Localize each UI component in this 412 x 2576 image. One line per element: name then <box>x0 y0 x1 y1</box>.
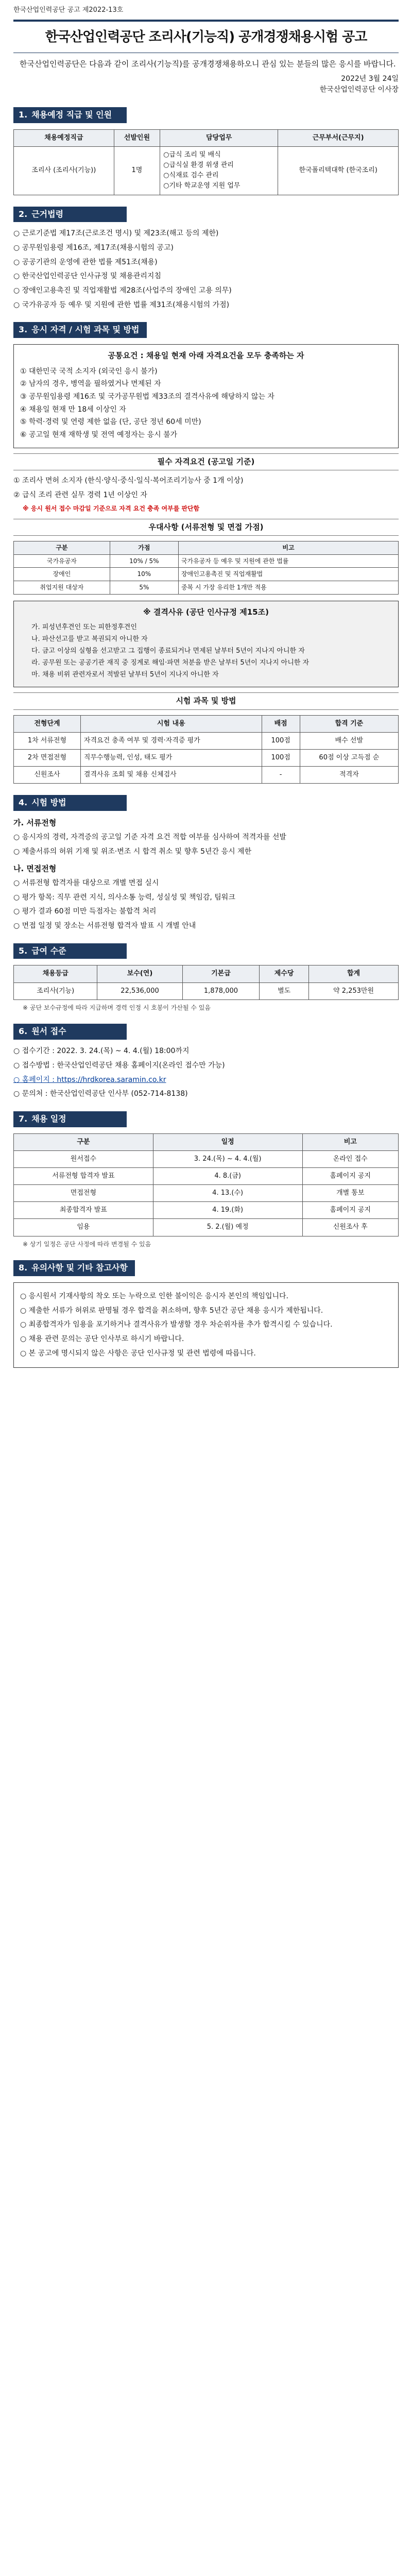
positions-table <box>13 129 399 195</box>
list-item: ○ 평가 결과 60점 미만 득점자는 불합격 처리 <box>13 907 157 916</box>
list-item: 가. 피성년후견인 또는 피한정후견인 <box>31 623 137 631</box>
section-heading: 5. 급여 수준 <box>13 943 127 959</box>
col-header: 기본급 <box>182 965 260 982</box>
exam-table <box>13 715 399 784</box>
list-item: ○ 한국산업인력공단 인사규정 및 채용관리지침 <box>13 272 161 281</box>
table-cell: 취업지원 대상자 <box>14 581 110 594</box>
table-cell: 60점 이상 고득점 순 <box>300 749 398 766</box>
list-item: ○ 제출한 서류가 허위로 판명될 경우 합격을 취소하며, 향후 5년간 공단 채용 응시가 제한됩니다. <box>20 1306 323 1315</box>
section-qualifications <box>13 322 399 338</box>
table-cell: 온라인 접수 <box>302 1150 398 1167</box>
subsection-title: 가. 서류전형 <box>13 818 57 828</box>
table-cell: 장애인 <box>14 568 110 581</box>
section-heading: 2. 근거법령 <box>13 207 127 223</box>
section-heading: 7. 채용 일정 <box>13 1111 127 1127</box>
list-item: ① 조리사 면허 소지자 (한식·양식·중식·일식·복어조리기능사 중 1개 이상) <box>13 476 244 485</box>
table-cell: 신원조사 <box>14 767 81 784</box>
list-item: ○ 제출서류의 허위 기재 및 위조·변조 시 합격 취소 및 향후 5년간 응시 제한 <box>13 848 252 856</box>
table-cell: 10% / 5% <box>110 554 178 568</box>
page-title: 한국산업인력공단 조리사(기능직) 공개경쟁채용시험 공고 <box>45 29 367 45</box>
table-cell: 국가유공자 <box>14 554 110 568</box>
list-item: ○ 국가유공자 등 예우 및 지원에 관한 법률 제31조(채용시험의 가점) <box>13 300 230 309</box>
list-item: ○ 접수기간 : 2022. 3. 24.(목) ~ 4. 4.(월) 18:00까지 <box>13 1047 190 1056</box>
list-item: ○ 응시원서 기재사항의 착오 또는 누락으로 인한 불이익은 응시자 본인의 책임입니다. <box>20 1292 288 1300</box>
list-item: ○ 접수방법 : 한국산업인력공단 채용 홈페이지(온라인 접수만 가능) <box>13 1061 225 1070</box>
list-item: ○ 근로기준법 제17조(근로조건 명시) 및 제23조(해고 등의 제한) <box>13 229 219 238</box>
col-header: 비고 <box>302 1133 398 1150</box>
list-item: ④ 채용일 현재 만 18세 이상인 자 <box>20 405 126 414</box>
col-header: 구분 <box>14 541 110 555</box>
table-cell: 서류전형 합격자 발표 <box>14 1167 153 1184</box>
list-item: ○ 최종합격자가 임용을 포기하거나 결격사유가 발생할 경우 차순위자를 추가 합격시킬 수 있습니다. <box>20 1320 333 1329</box>
list-item: ② 급식 조리 관련 실무 경력 1년 이상인 자 <box>13 490 147 499</box>
page-bottom-spacer <box>13 1372 399 1393</box>
list-item: ○ 평가 항목: 직무 관련 지식, 의사소통 능력, 성실성 및 책임감, 팀워크 <box>13 893 235 902</box>
section-heading: 1. 채용예정 직급 및 인원 <box>13 107 127 123</box>
table-cell: 원서접수 <box>14 1150 153 1167</box>
subsection-title: 나. 면접전형 <box>13 863 57 873</box>
schedule-table <box>13 1133 399 1236</box>
col-header: 담당업무 <box>160 129 278 146</box>
table-cell: 장애인고용촉진 및 직업재활법 <box>178 568 398 581</box>
table-cell: 배수 선발 <box>300 732 398 749</box>
col-header: 합계 <box>309 965 399 982</box>
table-cell: 결격사유 조회 및 채용 신체검사 <box>80 767 262 784</box>
cell-dept: 한국폴리텍대학 (한국조리) <box>278 147 399 195</box>
section-application <box>13 1024 399 1040</box>
table-cell: 10% <box>110 568 178 581</box>
issuer-org: 한국산업인력공단 이사장 <box>319 86 399 94</box>
notice-date: 2022년 3월 24일 <box>341 74 399 83</box>
table-cell: 중복 시 가장 유리한 1개만 적용 <box>178 581 398 594</box>
col-header: 전형단계 <box>14 715 81 732</box>
requirement-note: ※ 응시 원서 접수 마감일 기준으로 자격 요건 충족 여부를 판단함 <box>23 505 200 513</box>
table-cell: 별도 <box>260 982 309 999</box>
exam-heading: 시험 과목 및 방법 <box>13 692 399 709</box>
law-list <box>13 228 399 311</box>
mandatory-heading: 필수 자격요건 (공고일 기준) <box>13 453 399 470</box>
section-law <box>13 207 399 223</box>
table-cell: 4. 19.(화) <box>153 1202 302 1219</box>
table-cell: 신원조사 후 <box>302 1219 398 1236</box>
list-item: ○ 채용 관련 문의는 공단 인사부로 하시기 바랍니다. <box>20 1335 184 1343</box>
col-header: 배점 <box>262 715 300 732</box>
list-item: ② 남자의 경우, 병역을 필하였거나 면제된 자 <box>20 380 161 388</box>
section-heading: 4. 시험 방법 <box>13 795 127 811</box>
table-cell: 3. 24.(목) ~ 4. 4.(월) <box>153 1150 302 1167</box>
col-header: 채용예정직급 <box>14 129 114 146</box>
prefer-table <box>13 541 399 594</box>
list-item: 라. 공무원 또는 공공기관 재직 중 징계로 해임·파면 처분을 받은 날부터 5년이 지나지 아니한 자 <box>31 659 310 667</box>
cell-count: 1명 <box>114 147 160 195</box>
table-cell: 100점 <box>262 749 300 766</box>
table-cell: 홈페이지 공지 <box>302 1202 398 1219</box>
col-header: 채용등급 <box>14 965 97 982</box>
salary-table <box>13 965 399 999</box>
table-cell: 약 2,253만원 <box>309 982 399 999</box>
section-salary <box>13 943 399 959</box>
table-cell: 5. 2.(월) 예정 <box>153 1219 302 1236</box>
title-box <box>13 20 399 53</box>
table-cell: 적격자 <box>300 767 398 784</box>
box-title: ※ 결격사유 (공단 인사규정 제15조) <box>143 607 269 617</box>
list-item: ○ 서류전형 합격자를 대상으로 개별 면접 실시 <box>13 878 159 887</box>
table-cell: 100점 <box>262 732 300 749</box>
list-item: ○ 본 공고에 명시되지 않은 사항은 공단 인사규정 및 관련 법령에 따릅니다. <box>20 1349 256 1358</box>
intro-text: 한국산업인력공단은 다음과 같이 조리사(기능직)를 공개경쟁채용하오니 관심 있는 분들의 많은 응시를 바랍니다. <box>20 59 396 69</box>
col-header: 구분 <box>14 1133 153 1150</box>
section-heading: 3. 응시 자격 / 시험 과목 및 방법 <box>13 322 147 338</box>
table-cell: 4. 8.(금) <box>153 1167 302 1184</box>
list-item: ① 대한민국 국적 소지자 (외국인 응시 불가) <box>20 367 158 376</box>
table-cell: 홈페이지 공지 <box>302 1167 398 1184</box>
col-header: 합격 기준 <box>300 715 398 732</box>
disqualification-box <box>13 601 399 688</box>
box-title: 공통요건 : 채용일 현재 아래 자격요건을 모두 충족하는 자 <box>108 351 304 361</box>
col-header: 근무부서(근무지) <box>278 129 399 146</box>
section-heading: 8. 유의사항 및 기타 참고사항 <box>13 1260 135 1276</box>
section-schedule <box>13 1111 399 1127</box>
homepage-link[interactable]: ○ 홈페이지 : https://hrdkorea.saramin.co.kr <box>13 1075 166 1084</box>
section-exam-method <box>13 795 399 811</box>
table-cell: 최종합격자 발표 <box>14 1202 153 1219</box>
list-item: ⑤ 학력·경력 및 연령 제한 없음 (단, 공단 정년 60세 미만) <box>20 418 201 427</box>
cell-grade: 조리사 (조리사(기능)) <box>14 147 114 195</box>
table-cell: 1차 서류전형 <box>14 732 81 749</box>
table-cell: 임용 <box>14 1219 153 1236</box>
col-header: 가점 <box>110 541 178 555</box>
table-cell: 직무수행능력, 인성, 태도 평가 <box>80 749 262 766</box>
common-requirements-box <box>13 344 399 448</box>
list-item: 마. 채용 비위 관련자로서 적발된 날부터 5년이 지나지 아니한 자 <box>31 671 219 679</box>
section-notes <box>13 1260 399 1276</box>
schedule-note: ※ 상기 일정은 공단 사정에 따라 변경될 수 있음 <box>23 1240 151 1248</box>
table-cell: 2차 면접전형 <box>14 749 81 766</box>
notes-box <box>13 1282 399 1368</box>
table-cell: 면접전형 <box>14 1185 153 1202</box>
col-header: 보수(연) <box>97 965 182 982</box>
list-item: ○ 공무원임용령 제16조, 제17조(채용시험의 공고) <box>13 244 174 252</box>
col-header: 시험 내용 <box>80 715 262 732</box>
table-cell: 5% <box>110 581 178 594</box>
section-heading: 6. 원서 접수 <box>13 1024 127 1040</box>
list-item: ③ 공무원임용령 제16조 및 국가공무원법 제33조의 결격사유에 해당하지 않는 자 <box>20 392 274 401</box>
table-cell: 1,878,000 <box>182 982 260 999</box>
table-cell: 22,536,000 <box>97 982 182 999</box>
table-cell: 개별 통보 <box>302 1185 398 1202</box>
salary-note: ※ 공단 보수규정에 따라 지급하며 경력 인정 시 호봉이 가산될 수 있음 <box>23 1004 211 1011</box>
col-header: 비고 <box>178 541 398 555</box>
table-cell: 자격요건 충족 여부 및 경력·자격증 평가 <box>80 732 262 749</box>
col-header: 선발인원 <box>114 129 160 146</box>
table-cell: 국가유공자 등 예우 및 지원에 관한 법률 <box>178 554 398 568</box>
list-item: ○ 공공기관의 운영에 관한 법률 제51조(채용) <box>13 258 158 266</box>
col-header: 일정 <box>153 1133 302 1150</box>
list-item: ○ 장애인고용촉진 및 직업재활법 제28조(사업주의 장애인 고용 의무) <box>13 286 232 295</box>
list-item: ⑥ 공고일 현재 재학생 및 전역 예정자는 응시 불가 <box>20 430 178 439</box>
list-item: 나. 파산선고를 받고 복권되지 아니한 자 <box>31 635 148 643</box>
section-positions <box>13 107 399 123</box>
notice-number: 한국산업인력공단 공고 제2022-13호 <box>13 6 124 14</box>
table-cell: 조리사(기능) <box>14 982 97 999</box>
col-header: 제수당 <box>260 965 309 982</box>
list-item: 다. 금고 이상의 실형을 선고받고 그 집행이 종료되거나 면제된 날부터 5년이 지나지 아니한 자 <box>31 647 305 655</box>
table-cell: 4. 13.(수) <box>153 1185 302 1202</box>
list-item: ○ 응시자의 경력, 자격증의 공고일 기준 자격 요건 적합 여부를 심사하여 적격자를 선발 <box>13 833 286 842</box>
prefer-heading: 우대사항 (서류전형 및 면접 가점) <box>13 519 399 536</box>
cell-duties: ○급식 조리 및 배식 ○급식실 환경 위생 관리 ○식재료 검수 관리 ○기타 학교운영 지원 업무 <box>160 147 278 195</box>
list-item: ○ 면접 일정 및 장소는 서류전형 합격자 발표 시 개별 안내 <box>13 922 196 930</box>
table-cell: - <box>262 767 300 784</box>
list-item: ○ 문의처 : 한국산업인력공단 인사부 (052-714-8138) <box>13 1090 188 1098</box>
